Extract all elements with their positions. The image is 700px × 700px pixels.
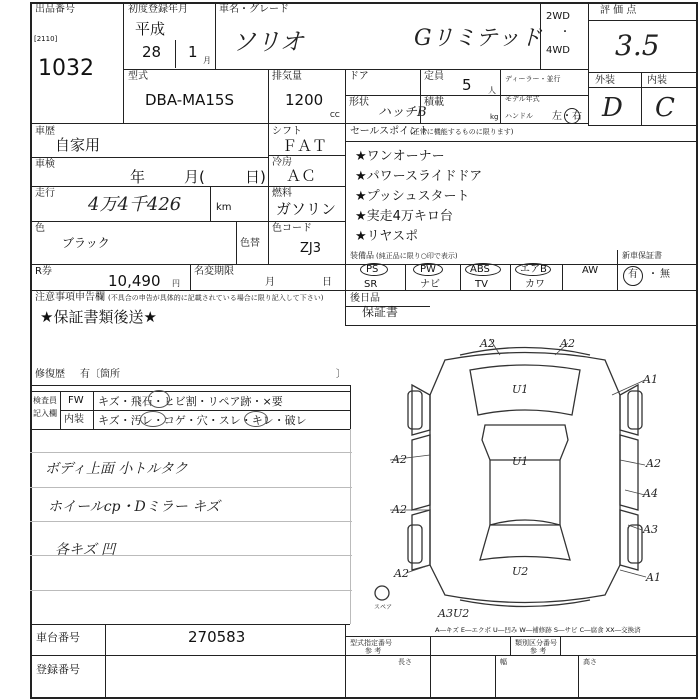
equip-tv: TV — [475, 279, 488, 290]
sales-point-2: ★パワースライドドア — [355, 169, 483, 184]
handle: 左・右 — [552, 111, 582, 122]
inspection-label: 車検 — [35, 159, 55, 170]
score: 3.5 — [615, 29, 660, 62]
reference-1: 参 考 — [365, 647, 382, 655]
reg-month: 1 — [188, 43, 198, 61]
sales-point-1: ★ワンオーナー — [355, 149, 445, 164]
shift-label: シフト — [272, 126, 302, 137]
shape-label: 形状 — [349, 97, 369, 108]
first-reg-label: 初度登録年月 — [128, 4, 188, 15]
mark-back-door: U2 — [512, 565, 529, 578]
warranty-yes: 有 — [628, 269, 638, 280]
mark-rear-bumper: A3U2 — [438, 607, 470, 620]
warranty-yes-circle — [623, 266, 643, 286]
door-label: ドア — [349, 71, 369, 82]
score-label: 評 価 点 — [600, 5, 637, 16]
mark-spare: スペア — [374, 604, 393, 611]
chassis-label: 車台番号 — [36, 631, 80, 644]
mark-front-right: A1 — [643, 373, 658, 386]
interior-defect-items: キズ・汚レ・コゲ・穴・スレ・キレ・破レ — [98, 414, 307, 427]
yen-unit: 円 — [172, 279, 180, 288]
deadline-label: 名変期限 — [194, 266, 234, 277]
repair-value: 有〔箇所 — [80, 369, 120, 380]
lot-code: [2110] — [34, 35, 58, 43]
warranty-label: 新車保証書 — [622, 251, 662, 260]
mark-left-rear-door: A2 — [392, 503, 407, 516]
name-label: 車名・グレード — [219, 4, 289, 15]
mark-right-rear-corner: A1 — [646, 571, 661, 584]
map-legend: A―キズ E―エクボ U―凹み W―補修跡 S―サビ C―腐食 XX―交換済 — [435, 626, 641, 634]
recycle-fee: 10,490 — [108, 272, 161, 290]
lot-number: 1032 — [38, 56, 94, 81]
capacity: 5 — [462, 76, 472, 94]
interior-defect-label: 内装 — [64, 414, 84, 425]
car-outline — [375, 348, 642, 607]
inspection-month-unit: 月( — [184, 168, 205, 186]
displacement-label: 排気量 — [272, 71, 302, 82]
mark-front-bumper-left: A2 — [480, 337, 495, 350]
grade: Gリミテッド — [414, 26, 542, 51]
sales-point-3: ★プッシュスタート — [355, 189, 470, 204]
inspector-label-2: 記入欄 — [33, 409, 57, 418]
handle-right-circle — [564, 108, 580, 124]
fuel: ガソリン — [276, 200, 337, 218]
fw-items: キズ・飛石・ヒビ割・リペア跡・×要 — [98, 395, 283, 408]
registration-label: 登録番号 — [36, 663, 80, 676]
exterior-grade: D — [602, 93, 623, 123]
car-name: ソリオ — [232, 28, 304, 56]
color-change-label: 色替 — [240, 238, 260, 249]
type-designation-label: 型式指定番号 — [350, 639, 392, 647]
inspection-year-unit: 年 — [130, 168, 146, 186]
drive-dot: ・ — [560, 27, 570, 38]
frame-right — [696, 2, 698, 699]
fw-label: FW — [68, 395, 84, 406]
capacity-label: 定員 — [424, 71, 444, 82]
reg-year: 28 — [142, 43, 162, 61]
lot-label: 出品番号 — [35, 4, 75, 15]
reference-2: 参 考 — [530, 647, 547, 655]
kg-unit: kg — [490, 113, 499, 121]
notes-title: 注意事項申告欄 — [35, 292, 105, 303]
frame-left — [30, 2, 32, 699]
deadline-month: 月 — [265, 277, 275, 288]
color-label: 色 — [35, 223, 45, 234]
chassis-number: 270583 — [188, 628, 246, 646]
interior-label: 内装 — [647, 75, 667, 86]
mark-right-rear-quarter: A3 — [643, 523, 658, 536]
mark-hood: U1 — [512, 383, 529, 396]
deadline-day: 日 — [322, 277, 332, 288]
ac: ＡＣ — [286, 167, 317, 185]
equip-airbag: エアB — [520, 264, 547, 275]
damage-diagram — [350, 325, 696, 625]
sales-subtitle: (正常に機能するものに限ります) — [410, 128, 514, 136]
inspector-label-1: 検査員 — [33, 396, 57, 405]
mark-front-bumper-right: A2 — [560, 337, 575, 350]
equipment-subtitle: (純正品に限り○印で表示) — [376, 252, 458, 260]
color-code: ZJ3 — [300, 241, 322, 256]
color: ブラック — [62, 236, 110, 250]
mark-left-rear-quarter: A2 — [394, 567, 409, 580]
inspection-day-unit: 日) — [245, 168, 266, 186]
equip-pw: PW — [420, 264, 436, 275]
recycle-label: R券 — [35, 266, 52, 277]
handle-label: ハンドル — [505, 112, 533, 120]
remark-1: ボディ上面 小トルタク — [45, 461, 188, 477]
displacement: 1200 — [285, 91, 324, 109]
notes-content: ★保証書類後送★ — [40, 308, 157, 326]
model: DBA-MA15S — [145, 91, 234, 109]
vehicle-use: 自家用 — [55, 136, 101, 154]
remark-3: 各キズ 凹 — [55, 542, 116, 558]
drive-4wd: 4WD — [546, 45, 570, 56]
warranty-sep: ・ — [648, 269, 658, 280]
fuel-label: 燃料 — [272, 188, 292, 199]
load-label: 積載 — [424, 97, 444, 108]
model-label: 型式 — [128, 71, 148, 82]
equip-navi: ナビ — [420, 279, 440, 290]
color-code-label: 色コード — [272, 223, 312, 234]
shape: ハッチB — [378, 105, 427, 120]
category-label: 類別区分番号 — [515, 639, 557, 647]
notes-subtitle: (不具合の申告が具体的に記載されている場合に限り記入して下さい) — [108, 294, 324, 302]
mark-roof: U1 — [512, 455, 529, 468]
equip-aw: AW — [582, 265, 599, 276]
dealer-label: ディーラー・並行 — [505, 75, 561, 83]
era: 平成 — [135, 20, 166, 38]
height-label: 高さ — [583, 658, 597, 666]
km-unit: km — [216, 202, 232, 213]
equip-sr: SR — [364, 279, 378, 290]
mileage-label: 走行 — [35, 188, 55, 199]
sales-point-4: ★実走4万キロ台 — [355, 209, 453, 224]
warranty-no: 無 — [660, 269, 670, 280]
shift: ＦＡＴ — [282, 137, 328, 155]
post-value: 保証書 — [362, 305, 399, 319]
frame-bottom — [30, 697, 698, 699]
reg-month-unit: 月 — [203, 56, 211, 65]
remark-2: ホイールcp・Dミラー キズ — [48, 499, 220, 515]
equip-leather: カワ — [525, 279, 545, 290]
exterior-label: 外装 — [595, 75, 615, 86]
sales-title: セールスポイント — [350, 126, 430, 137]
equipment-title: 装備品 — [350, 251, 374, 260]
repair-label: 修復歴 — [35, 369, 65, 380]
equip-ps: PS — [366, 264, 379, 275]
ac-label: 冷房 — [272, 157, 292, 168]
equip-abs: ABS — [470, 264, 490, 275]
interior-grade: C — [655, 93, 675, 123]
mileage: 4万4千426 — [88, 194, 182, 215]
length-label: 長さ — [398, 658, 412, 666]
post-label: 後日品 — [350, 293, 380, 304]
cc-unit: CC — [330, 111, 340, 119]
person-unit: 人 — [488, 86, 496, 95]
mark-left-front-door: A2 — [392, 453, 407, 466]
mark-right-rear-door: A4 — [643, 487, 658, 500]
mark-right-front-door: A2 — [646, 457, 661, 470]
vehicle-label: 車歴 — [35, 126, 55, 137]
drive-2wd: 2WD — [546, 11, 570, 22]
sales-point-5: ★リヤスポ — [355, 229, 419, 244]
model-year-label: モデル年式 — [505, 95, 540, 103]
repair-close: 〕 — [336, 369, 346, 380]
width-label: 幅 — [500, 658, 507, 666]
